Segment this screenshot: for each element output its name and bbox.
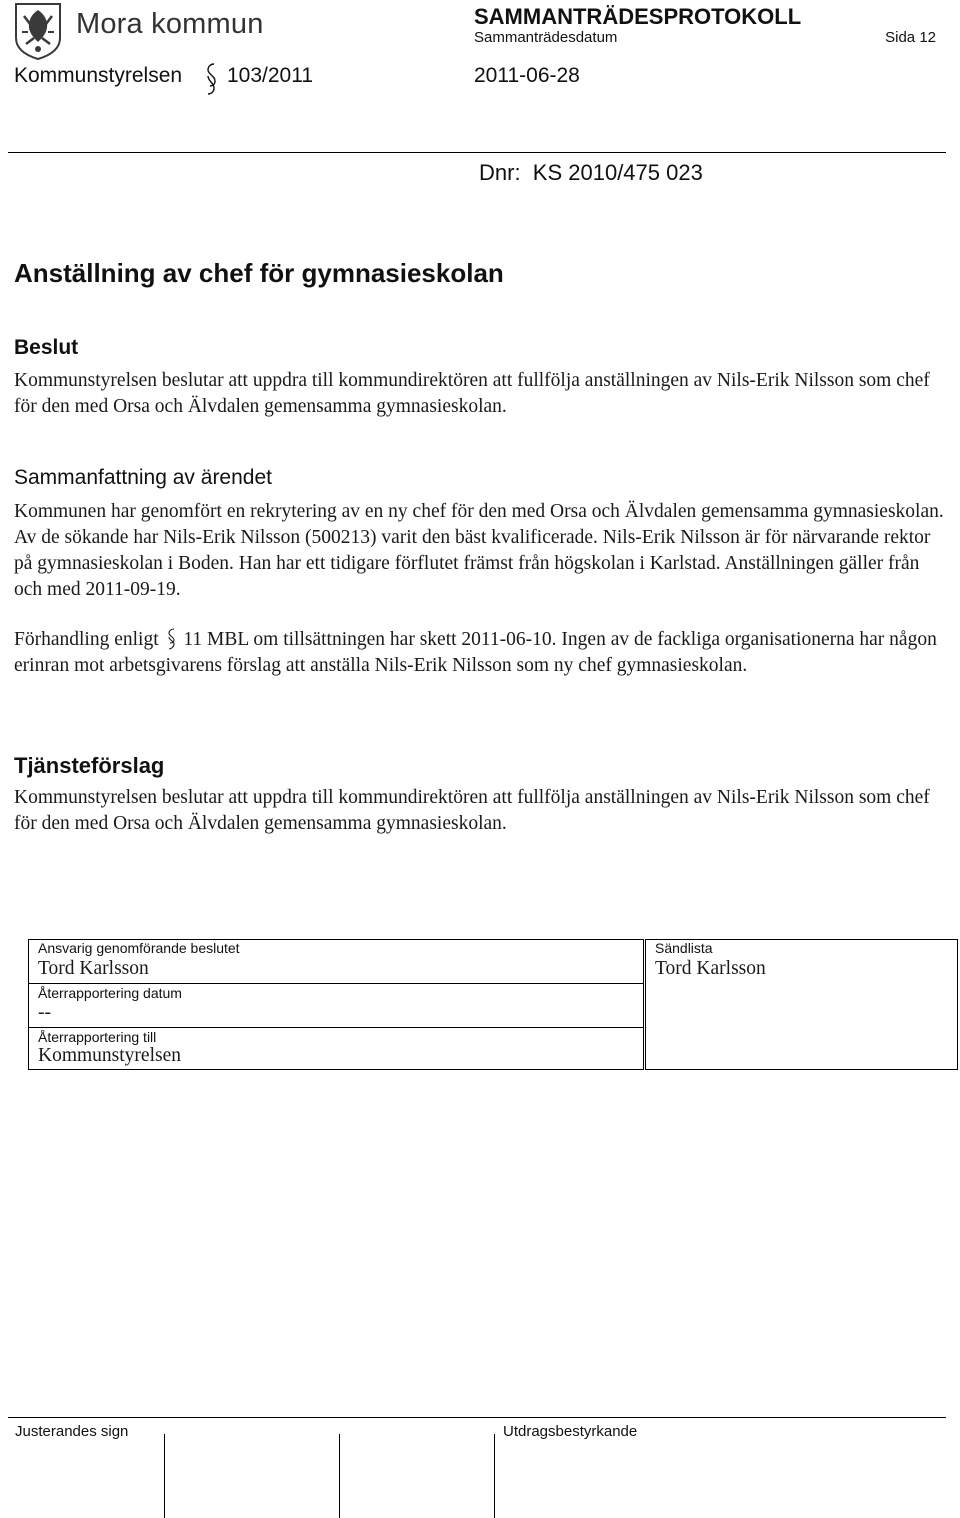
summary-text: Kommunen har genomfört en rekrytering av en ny chef för den med Orsa och Älvdalen gemensamma gymnasieskolan. Av de sökande har Nils-Erik Nilsson (500213) varit den bäst kvalificerade. Nils-Erik Nilsson är för närvarande rektor på gymnasieskolan i Boden. Han har ett tidigare förflutet främst från högskolan i Karlstad. Anställningen gäller från och med 2011-09-19. [14, 501, 944, 600]
summary-heading: Sammanfattning av ärendet [14, 466, 272, 489]
municipality-crest-logo [14, 2, 62, 60]
signature-box-divider [494, 1434, 495, 1518]
extract-certification-label: Utdragsbestyrkande [503, 1423, 638, 1440]
responsible-value: Tord Karlsson [38, 958, 149, 979]
protocol-title: SAMMANTRÄDESPROTOKOLL [474, 4, 802, 29]
section-sign-icon [166, 628, 177, 650]
report-date-row [29, 984, 643, 1028]
page-number: Sida 12 [885, 29, 936, 46]
signature-box-divider [339, 1434, 340, 1518]
section-sign-icon [205, 62, 217, 96]
signature-box-divider [164, 1434, 165, 1518]
header-divider [8, 152, 946, 153]
negotiation-paragraph [14, 627, 946, 679]
negotiation-text-start: Förhandling enligt [14, 629, 159, 650]
responsible-label: Ansvarig genomförande beslutet [38, 940, 240, 956]
decision-heading: Beslut [14, 336, 79, 359]
paragraph-number: 103/2011 [227, 64, 314, 87]
meeting-date-label: Sammanträdesdatum [474, 29, 618, 46]
distribution-value: Tord Karlsson [655, 958, 766, 979]
report-to-value: Kommunstyrelsen [38, 1045, 181, 1066]
case-number: Dnr: KS 2010/475 023 [479, 160, 703, 185]
case-title: Anställning av chef för gymnasieskolan [14, 258, 504, 288]
implementation-box [28, 939, 644, 1070]
negotiation-text-rest: 11 MBL om tillsättningen har skett 2011-06-10. Ingen av de fackliga organisationerna har någon erinran mot arbetsgivarens förslag att anställa Nils-Erik Nilsson som ny chef gymnasieskolan. [14, 629, 937, 676]
committee-name: Kommunstyrelsen [14, 64, 183, 87]
municipality-name: Mora kommun [76, 8, 264, 40]
proposal-heading: Tjänsteförslag [14, 753, 165, 778]
report-date-value: -- [38, 1002, 51, 1023]
distribution-label: Sändlista [655, 940, 713, 956]
adjusters-signature-label: Justerandes sign [15, 1423, 129, 1440]
decision-text: Kommunstyrelsen beslutar att uppdra till kommundirektören att fullfölja anställningen av Nils-Erik Nilsson som chef för den med Orsa och Älvdalen gemensamma gymnasieskolan. [14, 370, 930, 417]
distribution-box [645, 939, 958, 1070]
report-date-label: Återrapportering datum [38, 985, 182, 1001]
meeting-date: 2011-06-28 [474, 64, 580, 87]
responsible-row [29, 940, 643, 984]
report-to-row [29, 1028, 643, 1069]
footer-divider [8, 1417, 946, 1418]
proposal-text: Kommunstyrelsen beslutar att uppdra till kommundirektören att fullfölja anställningen av Nils-Erik Nilsson som chef för den med Orsa och Älvdalen gemensamma gymnasieskolan. [14, 787, 930, 834]
report-to-label: Återrapportering till [38, 1029, 157, 1045]
